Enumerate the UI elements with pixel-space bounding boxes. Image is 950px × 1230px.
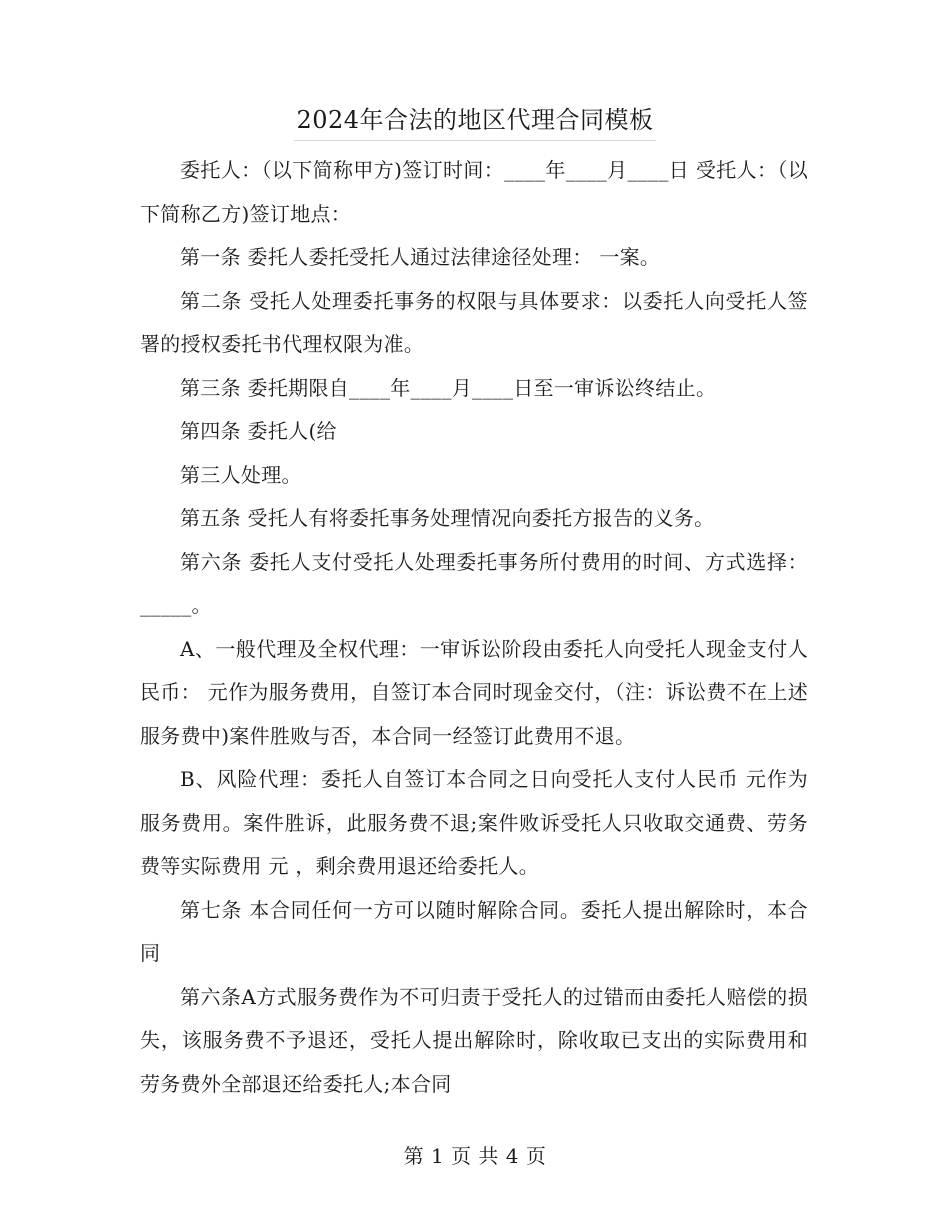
paragraph-article-5: 第五条 受托人有将委托事务处理情况向委托方报告的义务。: [180, 506, 715, 530]
paragraph-article-6: 第六条 委托人支付受托人处理委托事务所付费用的时间、方式选择： _____。: [140, 549, 808, 617]
paragraph-option-a: A、一般代理及全权代理：一审诉讼阶段由委托人向受托人现金支付人民币： 元作为服务费用，自签订本合同时现金交付，（注：诉讼费不在上述服务费中)案件胜败与否，本合同一经签订此费用不退。: [140, 636, 808, 748]
title-container: [0, 100, 950, 141]
document-body: [140, 149, 808, 1106]
document-title: 2024年合法的地区代理合同模板: [294, 100, 655, 141]
paragraph-option-b: B、风险代理：委托人自签订本合同之日向受托人支付人民币 元作为服务费用。案件胜诉，此服务费不退;案件败诉受托人只收取交通费、劳务费等实际费用 元 ，剩余费用退还给委托人。: [140, 767, 808, 878]
paragraph-article-1: 第一条 委托人委托受托人通过法律途径处理： 一案。: [180, 245, 661, 269]
paragraph-article-6-refund: 第六条A方式服务费作为不可归责于受托人的过错而由委托人赔偿的损失，该服务费不予退还，受托人提出解除时，除收取已支出的实际费用和劳务费外全部退还给委托人;本合同: [140, 984, 808, 1096]
paragraph-article-2: 第二条 受托人处理委托事务的权限与具体要求：以委托人向受托人签署的授权委托书代理权限为准。: [140, 288, 808, 356]
paragraph-third-party: 第三人处理。: [180, 462, 302, 487]
paragraph-article-3: 第三条 委托期限自____年____月____日至一审诉讼终结止。: [180, 375, 717, 400]
paragraph-article-4: 第四条 委托人(给: [180, 419, 337, 443]
paragraph-article-7: 第七条 本合同任何一方可以随时解除合同。委托人提出解除时，本合同: [140, 897, 808, 965]
paragraph-parties: 委托人：（以下简称甲方)签订时间：____年____月____日 受托人：（以下简称乙方)签订地点：: [140, 158, 808, 226]
page-number-footer: 第 1 页 共 4 页: [403, 1144, 547, 1168]
